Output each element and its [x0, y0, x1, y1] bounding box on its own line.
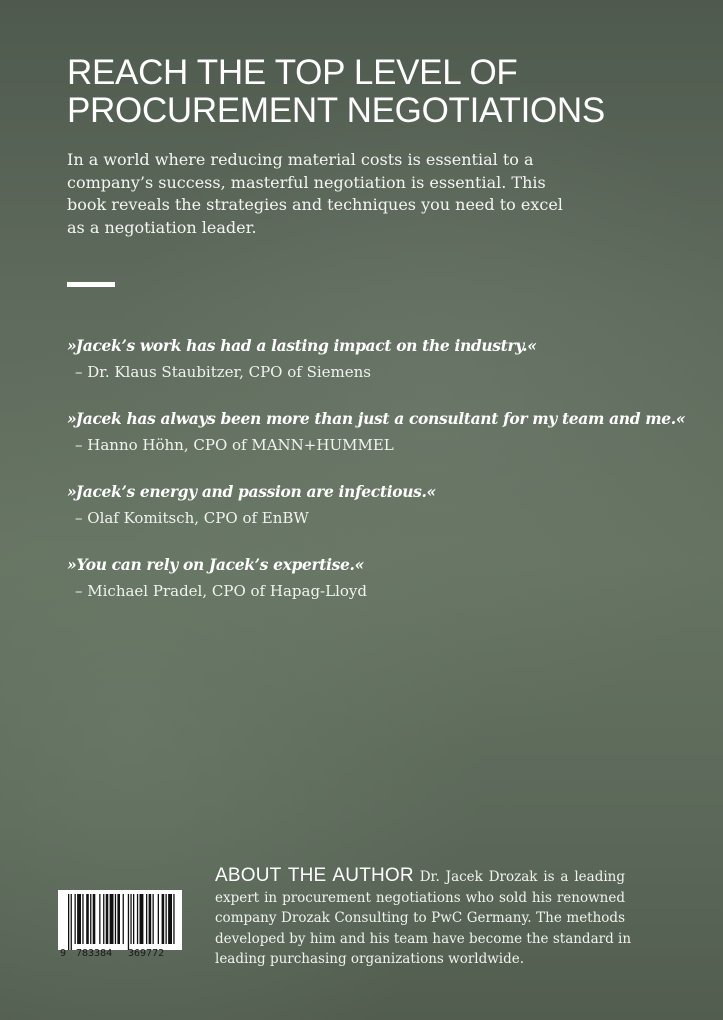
barcode-bar: [75, 894, 76, 944]
testimonial-quote: »You can rely on Jacek’s expertise.«: [67, 555, 364, 574]
barcode-bar: [93, 894, 96, 944]
barcode-bar: [153, 894, 154, 944]
isbn-barcode: [58, 890, 182, 964]
testimonial-author: – Olaf Komitsch, CPO of EnBW: [75, 509, 309, 527]
barcode-bar: [103, 894, 104, 944]
barcode-bar: [130, 894, 131, 944]
intro-paragraph: [67, 149, 563, 239]
about-text-line: company Drozak Consulting to PwC Germany. The methods: [215, 910, 625, 926]
barcode-bar: [146, 894, 147, 944]
testimonial-author: – Michael Pradel, CPO of Hapag-Lloyd: [75, 582, 367, 600]
barcode-digits: [58, 947, 182, 961]
barcode-bar: [77, 894, 81, 944]
barcode-bar: [99, 894, 100, 944]
intro-line: as a negotiation leader.: [67, 217, 257, 237]
barcode-bar: [86, 894, 89, 944]
barcode-bar: [168, 894, 172, 944]
barcode-bar: [133, 894, 134, 944]
testimonial-quote: »Jacek’s energy and passion are infectious.«: [67, 482, 436, 501]
divider-bar: [67, 282, 115, 287]
about-the-author: [215, 865, 632, 970]
barcode-bar: [162, 894, 165, 944]
about-heading: ABOUT THE AUTHOR: [215, 865, 414, 886]
testimonial-author: – Hanno Höhn, CPO of MANN+HUMMEL: [75, 436, 394, 454]
barcode-bar: [128, 894, 129, 950]
about-first-line: [215, 866, 625, 888]
intro-line: In a world where reducing material costs is essential to a: [67, 150, 534, 169]
barcode-bar: [82, 894, 83, 944]
barcode-group-1: 783384: [76, 948, 113, 959]
barcode-bar: [90, 894, 91, 944]
about-text-line: expert in procurement negotiations who sold his renowned: [215, 889, 625, 906]
about-text-line: leading purchasing organizations worldwide.: [215, 951, 525, 967]
testimonial-quote: »Jacek’s work has had a lasting impact on the industry.«: [67, 336, 537, 355]
testimonial: [67, 336, 707, 382]
barcode-bar: [117, 894, 120, 944]
testimonial-author: – Dr. Klaus Staubitzer, CPO of Siemens: [75, 363, 371, 381]
barcode-bar: [71, 894, 72, 950]
intro-line: book reveals the strategies and techniques you need to excel: [67, 195, 563, 214]
barcode-bar: [166, 894, 167, 944]
headline: [67, 54, 667, 130]
about-text: Dr. Jacek Drozak is a leading: [419, 869, 625, 885]
barcode-bar: [137, 894, 138, 944]
testimonial: [67, 409, 707, 455]
barcode-bar: [68, 894, 69, 950]
intro-line: company’s success, masterful negotiation is essential. This: [67, 172, 546, 192]
testimonial: [67, 482, 707, 528]
barcode-bar: [158, 894, 159, 944]
testimonial: [67, 555, 707, 601]
barcode-bar: [110, 894, 114, 944]
barcode-bar: [106, 894, 109, 944]
barcode-group-2: 369772: [128, 948, 165, 959]
barcode-bar: [149, 894, 152, 944]
headline-line-2: PROCUREMENT NEGOTIATIONS: [67, 91, 605, 130]
barcode-bar: [173, 894, 174, 944]
barcode-bars: [58, 890, 182, 950]
barcode-bar: [123, 894, 124, 944]
about-text-line: developed by him and his team have become the standard in: [215, 930, 632, 947]
barcode-bar: [115, 894, 116, 944]
barcode-bar: [140, 894, 144, 944]
testimonial-quote: »Jacek has always been more than just a consultant for my team and me.«: [67, 409, 686, 428]
headline-line-1: REACH THE TOP LEVEL OF: [67, 53, 518, 92]
barcode-lead-digit: 9: [60, 948, 67, 959]
